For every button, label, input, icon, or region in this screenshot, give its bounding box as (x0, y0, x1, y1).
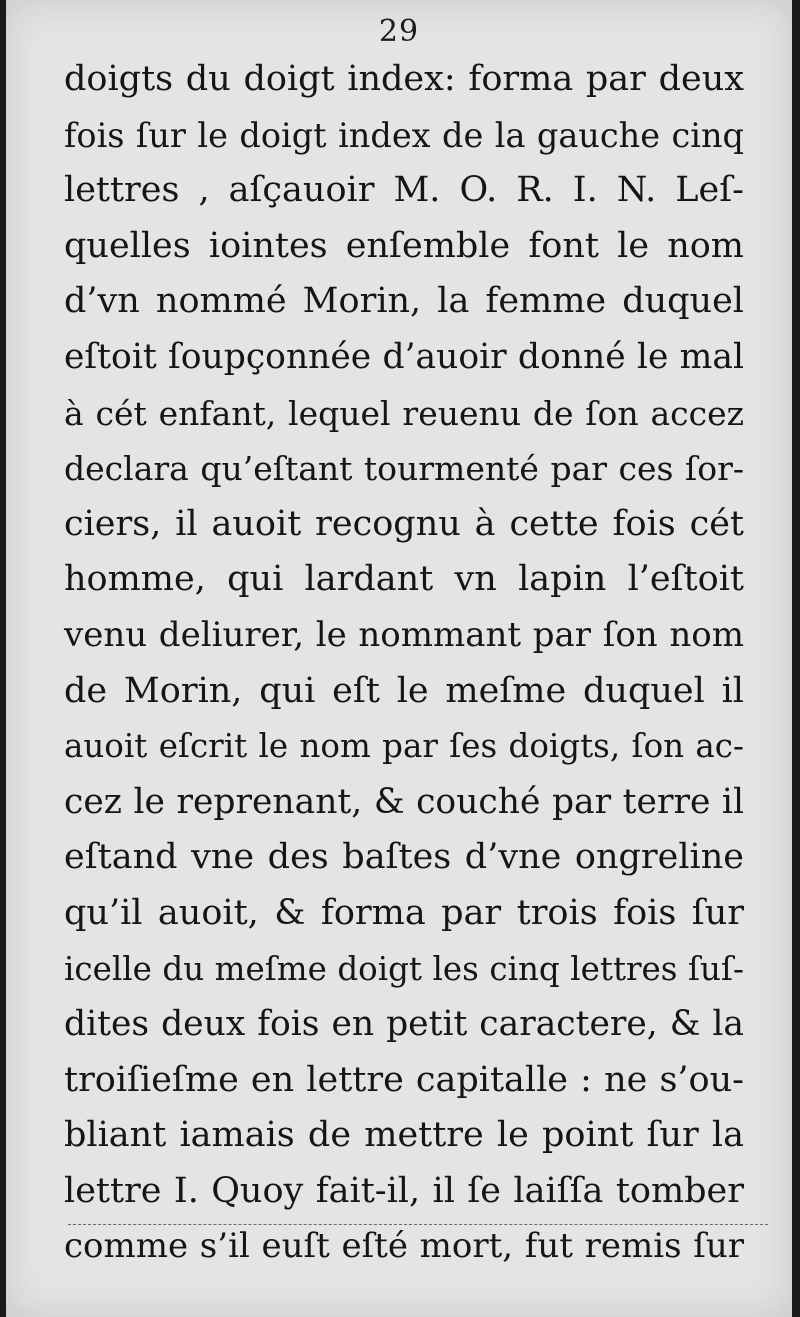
text-line: eſtand vne des baſtes d’vne ongreline (64, 837, 744, 878)
text-line: troiſieſme en lettre capitalle : ne s’ou- (64, 1059, 744, 1100)
page-number: 29 (378, 14, 420, 49)
text-line: quelles iointes enſemble font le nom (64, 225, 744, 266)
text-line: venu deliurer, le nommant par ſon nom (64, 614, 744, 655)
text-line: de Morin, qui eſt le meſme duquel il (64, 670, 744, 711)
text-line: dites deux fois en petit caractere, & la (64, 1004, 744, 1045)
text-line: lettres , aſçauoir M. O. R. I. N. Leſ- (64, 170, 744, 211)
text-line: lettre I. Quoy fait-il, il ſe laiſſa tomber (64, 1170, 744, 1211)
body-text (64, 52, 744, 1275)
text-line: fois ſur le doigt index de la gauche cinq (64, 115, 744, 155)
bottom-rule (68, 1224, 768, 1225)
text-line: doigts du doigt index: forma par deux (64, 59, 744, 99)
text-line: bliant iamais de mettre le point ſur la (64, 1115, 744, 1156)
text-line: à cét enfant, lequel reuenu de ſon accez (64, 393, 744, 433)
text-line: declara qu’eſtant tourmenté par ces ſor- (64, 449, 744, 489)
text-line: ciers, il auoit recognu à cette fois cét (64, 503, 744, 544)
text-line: cez le reprenant, & couché par terre il (64, 781, 744, 822)
text-line: icelle du meſme doigt les cinq lettres ſuſ- (64, 949, 744, 988)
text-line: eſtoit ſoupçonnée d’auoir donné le mal (64, 336, 744, 377)
text-line: auoit eſcrit le nom par ſes doigts, ſon ac- (64, 727, 744, 766)
text-line: homme, qui lardant vn lapin l’eſtoit (64, 559, 744, 600)
text-line: d’vn nommé Morin, la femme duquel (64, 281, 744, 322)
book-page (6, 0, 792, 1317)
text-line: comme s’il euſt eſté mort, fut remis ſur (64, 1226, 744, 1267)
text-line: qu’il auoit, & forma par trois fois ſur (64, 892, 744, 933)
